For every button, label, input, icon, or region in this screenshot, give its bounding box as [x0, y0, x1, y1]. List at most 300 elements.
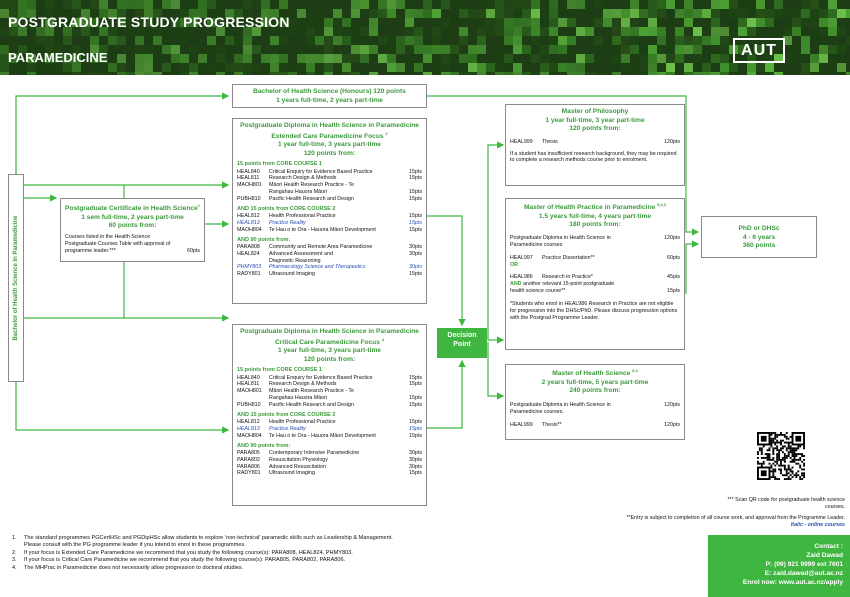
qr-module [780, 461, 782, 463]
qr-module [784, 468, 786, 470]
qr-module [761, 451, 763, 453]
qr-module [786, 436, 788, 438]
course-code: MAOH804 [237, 226, 262, 233]
diploma-extended-box [232, 118, 427, 304]
course-row [237, 220, 422, 227]
course-points [400, 258, 422, 265]
qr-module [770, 445, 772, 447]
qr-module [780, 465, 782, 467]
qr-module [774, 468, 776, 470]
course-points: 30pts [409, 250, 422, 257]
mhsc-r1-text: Postgraduate Diploma in Health Science in Paramedicine courses. [510, 401, 611, 415]
course-code: PUBH810 [237, 196, 261, 203]
decision-point [437, 328, 487, 358]
qr-module [778, 455, 780, 457]
course-title: Pharmacology Science and Therapeutics [269, 264, 366, 271]
qr-note: *** Scan QR code for postgraduate health science courses. [727, 497, 845, 510]
course-title: Practice Reality [269, 219, 306, 226]
qr-module [792, 461, 794, 463]
qr-module [792, 447, 794, 449]
qr-module [770, 470, 772, 472]
footnote-number [12, 542, 24, 549]
qr-module [778, 434, 780, 436]
footnote-number: 1. [12, 535, 17, 541]
course-code [237, 189, 269, 196]
qr-module [786, 474, 788, 476]
qr-module [803, 468, 805, 470]
qr-module [793, 474, 795, 476]
mphil-box [505, 104, 685, 186]
mhprac-title: Master of Health Practice in Paramedicine [524, 204, 656, 212]
qr-module [795, 476, 797, 478]
qr-module [763, 445, 765, 447]
qr-module [776, 445, 778, 447]
course-code [237, 395, 269, 402]
footnote-text: The MHPrac in Paramedicine does not necessarily allow progression to doctoral studies. [24, 564, 244, 571]
course-row [237, 175, 422, 182]
diploma-critical-sup: 4 [381, 336, 384, 342]
qr-module [786, 455, 788, 457]
qr-module [795, 463, 797, 465]
qr-module [770, 432, 772, 434]
mhprac-box [505, 198, 685, 350]
qr-module [761, 457, 763, 459]
qr-module [786, 468, 788, 470]
phd-duration: 4 - 6 years [742, 233, 776, 241]
qr-module [780, 434, 782, 436]
course-title: Te Hau o te Ora - Hauora Māori Development [269, 432, 376, 439]
decision-line2: Point [453, 340, 471, 348]
qr-module [799, 467, 801, 469]
course-row [237, 433, 422, 440]
qr-module [761, 447, 763, 449]
qr-module [761, 449, 763, 451]
pgcert-box [60, 198, 205, 262]
qr-module [786, 457, 788, 459]
mhprac-points: 180 points from: [569, 221, 621, 229]
qr-module [772, 457, 774, 459]
honours-title: Bachelor of Health Science (Honours) [253, 88, 372, 95]
course-row [237, 395, 422, 402]
qr-module [788, 444, 790, 446]
course-title: Resuscitation Physiology [269, 456, 328, 463]
qr-module [776, 463, 778, 465]
qr-module [790, 470, 792, 472]
qr-module [803, 445, 805, 447]
mhsc-r2-text: Thesis** [542, 421, 562, 428]
mhprac-r1-pts: 120pts [664, 234, 680, 241]
course-points: 15pts [409, 213, 422, 220]
qr-module [770, 465, 772, 467]
qr-module [774, 470, 776, 472]
qr-module [801, 478, 803, 480]
qr-module [772, 449, 774, 451]
qr-module [774, 444, 776, 446]
course-title: Critical Enquiry for Evidence Based Practice [269, 374, 373, 381]
phd-title: PhD or DHSc [738, 225, 780, 232]
qr-module [792, 459, 794, 461]
qr-module [786, 478, 788, 480]
diploma-critical-core1 [237, 375, 422, 409]
qr-module [790, 445, 792, 447]
qr-module [761, 453, 763, 455]
mphil-row [510, 139, 680, 146]
qr-module [790, 442, 792, 444]
qr-module [780, 459, 782, 461]
mhsc-row2 [510, 422, 680, 429]
course-title: Health Professional Practice [269, 419, 336, 426]
qr-module [778, 449, 780, 451]
course-title: Rangahau Hauora Māori [269, 395, 328, 402]
course-row [237, 169, 422, 176]
course-title: Pacific Health Research and Design [269, 196, 354, 203]
diploma-critical-points: 120 points from: [303, 355, 356, 363]
qr-module [780, 468, 782, 470]
qr-module [757, 461, 759, 463]
course-row [237, 264, 422, 271]
mphil-note: If a student has insufficient research background, they may be required to complete a research methods course prior to enrolment. [510, 150, 677, 164]
mhprac-row2 [510, 255, 680, 262]
footnote-number: 4. [12, 564, 17, 571]
course-title: Māori Health Research Practice - Te [269, 182, 354, 189]
qr-module [784, 453, 786, 455]
footnote-text: If your focus is Critical Care Paramedicine we recommend that you study the following course(s): PARA805, PARA802, PARA806. [24, 557, 346, 564]
qr-module [776, 434, 778, 436]
qr-module [803, 455, 805, 457]
diploma-extended-core1 [237, 169, 422, 203]
qr-module [780, 447, 782, 449]
course-row [237, 426, 422, 433]
qr-module [801, 474, 803, 476]
qr-module [790, 447, 792, 449]
course-row [237, 189, 422, 196]
entry-note: **Entry is subject to completion of all course work, and approval from the Programme Leader. [626, 515, 845, 521]
qr-module [772, 432, 774, 434]
qr-module [788, 478, 790, 480]
qr-module [792, 455, 794, 457]
qr-module [793, 461, 795, 463]
mphil-duration: 1 year full-time, 3 year part-time [545, 116, 645, 124]
qr-module [770, 459, 772, 461]
qr-module [778, 451, 780, 453]
qr-module [784, 436, 786, 438]
italic-note: Italic - online courses [790, 522, 845, 528]
qr-module [790, 451, 792, 453]
qr-module [788, 455, 790, 457]
qr-module [770, 444, 772, 446]
course-code: RADY801 [237, 271, 261, 278]
qr-module [793, 459, 795, 461]
qr-module [778, 459, 780, 461]
mhsc-points: 240 points from: [569, 387, 621, 395]
qr-module [769, 463, 771, 465]
qr-module [757, 451, 759, 453]
course-points: 15pts [409, 175, 422, 182]
course-points: 15pts [409, 219, 422, 226]
qr-module [767, 459, 769, 461]
qr-module [776, 447, 778, 449]
qr-module [759, 449, 761, 451]
qr-module [776, 459, 778, 461]
qr-module [776, 478, 778, 480]
qr-module [782, 474, 784, 476]
mphil-code: HEAL999 [510, 138, 533, 145]
qr-module [790, 449, 792, 451]
qr-module [767, 453, 769, 455]
qr-module [790, 457, 792, 459]
qr-module [799, 453, 801, 455]
qr-module [788, 438, 790, 440]
qr-module [774, 447, 776, 449]
qr-module [788, 465, 790, 467]
phd-box [701, 216, 817, 258]
qr-module [772, 474, 774, 476]
qr-module [801, 468, 803, 470]
course-title: Critical Enquiry for Evidence Based Practice [269, 168, 373, 175]
qr-module [776, 436, 778, 438]
qr-module [788, 447, 790, 449]
qr-module [792, 476, 794, 478]
qr-module [799, 445, 801, 447]
mhprac-r2-pts: 60pts [667, 254, 680, 261]
course-code: PARA808 [237, 243, 260, 250]
qr-module [770, 440, 772, 442]
course-row [237, 402, 422, 409]
course-code: HEAL824 [237, 250, 260, 257]
footnote-text: If your focus is Extended Care Paramedicine we recommend that you study the following course(s): PARA808, HEAL824, PHMY803. [24, 549, 353, 556]
course-code: MAOH801 [237, 388, 262, 395]
qr-module [795, 455, 797, 457]
course-title: Advanced Assessment and [269, 250, 333, 257]
mhprac-r2-text: Practice Dissertation** [542, 254, 595, 261]
aut-logo: AUT [733, 38, 785, 63]
course-row [237, 470, 422, 477]
qr-module [769, 459, 771, 461]
qr-module [772, 468, 774, 470]
diploma-extended-duration: 1 year full-time, 3 years part-time [278, 141, 381, 149]
qr-module [784, 434, 786, 436]
course-row [237, 182, 422, 189]
qr-module [788, 442, 790, 444]
decision-line1: Decision [447, 332, 477, 339]
course-code [237, 258, 269, 265]
qr-module [788, 451, 790, 453]
qr-module [772, 453, 774, 455]
course-code: HEAL840 [237, 374, 260, 381]
contact-enrol[interactable]: Enrol now: www.aut.ac.nz/apply [742, 579, 843, 587]
qr-module [774, 465, 776, 467]
diploma-critical-box [232, 324, 427, 506]
footnote-number: 3. [12, 557, 17, 564]
qr-module [782, 457, 784, 459]
pgcert-points: 60 points from: [108, 222, 157, 230]
qr-module [782, 451, 784, 453]
qr-module [788, 445, 790, 447]
course-code: PARA805 [237, 449, 260, 456]
page-subtitle: PARAMEDICINE [8, 50, 108, 65]
course-code: RADY801 [237, 470, 261, 477]
qr-module [795, 447, 797, 449]
mhsc-r2-pts: 120pts [664, 421, 680, 428]
diploma-critical-core2-head: AND 15 points from CORE COURSE 2 [237, 411, 336, 418]
qr-module [803, 447, 805, 449]
qr-module [761, 436, 767, 442]
qr-module [759, 447, 761, 449]
course-points: 15pts [409, 168, 422, 175]
contact-phone[interactable]: P: (09) 921 9999 ext 7601 [765, 561, 843, 569]
qr-module [780, 449, 782, 451]
qr-module [788, 472, 790, 474]
qr-module [782, 465, 784, 467]
qr-module [780, 444, 782, 446]
footnote-text: Please consult with the PG programme leader if you intend to enrol in these programmes. [24, 542, 246, 549]
diploma-extended-core2 [237, 213, 422, 234]
contact-email[interactable]: E: zaid.dawad@aut.ac.nz [764, 570, 843, 578]
qr-module [763, 463, 765, 465]
qr-module [786, 449, 788, 451]
course-points: 15pts [409, 196, 422, 203]
qr-code[interactable] [757, 432, 805, 480]
mhprac-sup: 5,4,3 [657, 202, 666, 207]
course-title: Te Hau o te Ora - Hauora Māori Development [269, 226, 376, 233]
course-title: Māori Health Research Practice - Te [269, 388, 354, 395]
qr-module [790, 474, 792, 476]
footnote-text: The standard programmes PGCertHSc and PGDipHSc allow students to explore ‘non-technical’ paramedic skills such as Leadership & Management. [24, 535, 393, 541]
course-row [237, 388, 422, 395]
qr-module [797, 474, 799, 476]
qr-module [799, 465, 801, 467]
qr-module [774, 432, 776, 434]
diploma-extended-focus: Extended Care Paramedicine Focus [271, 132, 384, 140]
course-points: 15pts [409, 374, 422, 381]
qr-module [782, 440, 784, 442]
qr-module [788, 476, 790, 478]
qr-module [776, 440, 778, 442]
qr-module [780, 442, 782, 444]
qr-module [774, 478, 776, 480]
qr-module [774, 461, 776, 463]
qr-module [803, 459, 805, 461]
contact-panel [708, 535, 850, 597]
qr-module [792, 472, 794, 474]
qr-module [786, 442, 788, 444]
qr-module [780, 463, 782, 465]
mphil-points: 120 points from: [569, 125, 621, 133]
mhsc-row1 [510, 402, 680, 416]
honours-points: 120 points [373, 88, 406, 95]
diploma-extended-core2-head: AND 15 points from CORE COURSE 2 [237, 205, 336, 212]
course-points: 30pts [409, 456, 422, 463]
qr-module [772, 447, 774, 449]
course-row [237, 419, 422, 426]
qr-module [784, 445, 786, 447]
course-row [237, 381, 422, 388]
qr-module [772, 442, 774, 444]
contact-name: Zaid Dawad [806, 552, 843, 560]
qr-module [797, 445, 799, 447]
qr-module [793, 449, 795, 451]
diploma-critical-core2 [237, 419, 422, 440]
mhprac-r2-code: HEAL997 [510, 254, 533, 261]
qr-module [788, 453, 790, 455]
course-points [400, 182, 422, 189]
qr-module [776, 461, 778, 463]
qr-module [774, 436, 776, 438]
course-points: 15pts [409, 381, 422, 388]
qr-module [765, 453, 767, 455]
qr-module [795, 449, 797, 451]
course-points: 15pts [409, 402, 422, 409]
qr-module [772, 451, 774, 453]
mhprac-r4-text: another relevant 15-point postgraduate health science course** [510, 281, 615, 295]
qr-module [757, 463, 759, 465]
qr-module [784, 442, 786, 444]
diploma-extended-sup: 2 [385, 130, 388, 136]
course-title: Ultrasound Imaging [269, 470, 315, 477]
qr-module [763, 457, 765, 459]
course-row [237, 457, 422, 464]
qr-module [801, 461, 803, 463]
mhprac-row4 [510, 281, 680, 295]
course-title: Contemporary Intensive Paramedicine [269, 449, 360, 456]
course-title: Ultrasound Imaging [269, 271, 315, 278]
course-points: 15pts [409, 271, 422, 278]
qr-module [770, 442, 772, 444]
qr-module [792, 467, 794, 469]
honours-box [232, 84, 427, 108]
qr-module [769, 449, 771, 451]
course-row [237, 213, 422, 220]
diploma-critical-core3 [237, 450, 422, 478]
qr-module [793, 457, 795, 459]
pgcert-pts: 60pts [187, 247, 200, 254]
mhprac-and: AND [510, 281, 522, 288]
course-code: HEAL811 [237, 381, 260, 388]
qr-module [774, 438, 776, 440]
mhprac-r4-pts: 15pts [667, 288, 680, 295]
qr-module [778, 453, 780, 455]
qr-module [786, 438, 788, 440]
course-row [237, 375, 422, 382]
course-code: PUBH810 [237, 402, 261, 409]
mhsc-sup: 5,4 [632, 368, 638, 373]
qr-module [803, 476, 805, 478]
course-code: HEAL811 [237, 175, 260, 182]
qr-module [793, 451, 795, 453]
qr-module [803, 463, 805, 465]
honours-duration: 1 years full-time, 2 years part-time [276, 96, 383, 104]
mhsc-duration: 2 years full-time, 5 years part-time [541, 378, 649, 386]
qr-module [784, 478, 786, 480]
course-code: HEAL813 [237, 425, 260, 432]
diploma-extended-core3-head: AND 90 points from: [237, 236, 291, 243]
course-row [237, 251, 422, 258]
course-points: 15pts [409, 425, 422, 432]
course-row [237, 258, 422, 265]
mphil-course: Thesis [542, 138, 558, 145]
footnote-number: 2. [12, 549, 17, 556]
pgcert-row [65, 234, 200, 255]
pgcert-body: Courses listed in the Health Science Postgraduate Courses Table with approval of programme leader.*** [65, 233, 171, 254]
qr-module [780, 440, 782, 442]
mhsc-title: Master of Health Science [552, 370, 631, 378]
qr-module [790, 478, 792, 480]
qr-module [772, 472, 774, 474]
qr-module [778, 478, 780, 480]
qr-module [795, 474, 797, 476]
qr-module [757, 453, 759, 455]
course-code: PHMY803 [237, 264, 262, 271]
